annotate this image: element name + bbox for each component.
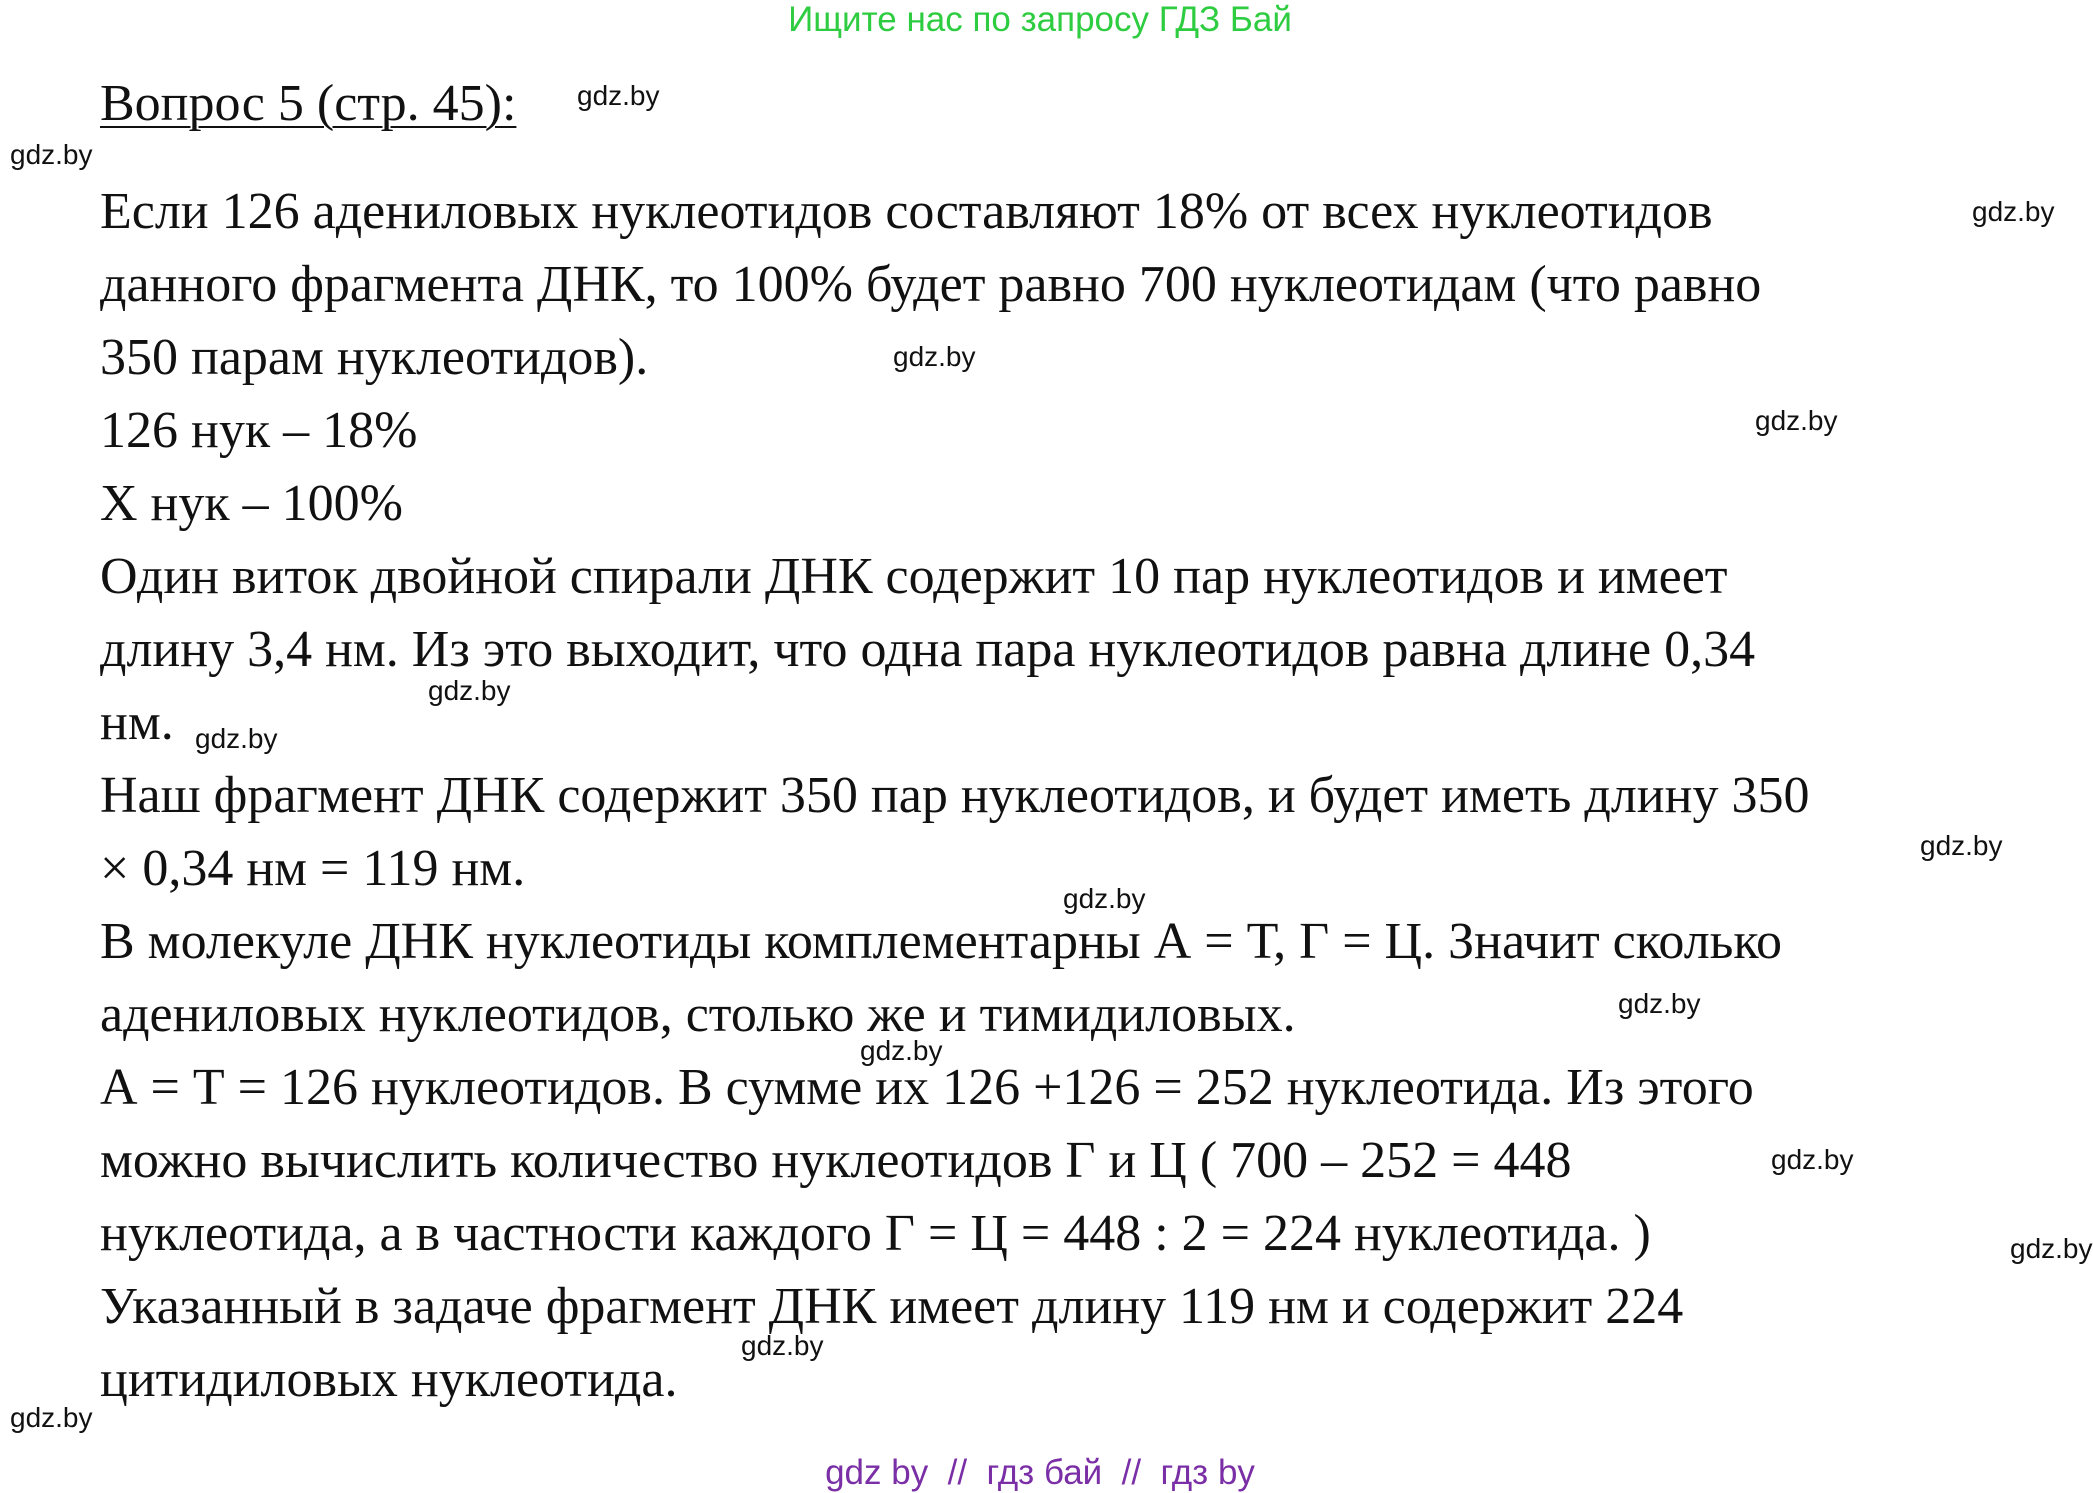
answer-line-2: данного фрагмента ДНК, то 100% будет равно 700 нуклеотидам (что равно <box>100 256 1762 313</box>
watermark: gdz.by <box>428 675 511 706</box>
answer-line-1: Если 126 адениловых нуклеотидов составляют 18% от всех нуклеотидов <box>100 183 1713 240</box>
answer-line-4: 126 нук – 18% <box>100 402 418 459</box>
answer-line-7: длину 3,4 нм. Из это выходит, что одна пара нуклеотидов равна длине 0,34 <box>100 621 1756 678</box>
watermark: gdz.by <box>1771 1144 1854 1175</box>
watermark: gdz.by <box>1063 883 1146 914</box>
watermark: gdz.by <box>741 1330 824 1361</box>
answer-line-8: нм. <box>100 694 174 751</box>
watermark: gdz.by <box>860 1035 943 1066</box>
answer-line-3: 350 парам нуклеотидов). <box>100 329 649 386</box>
watermark: gdz.by <box>1618 988 1701 1019</box>
header-banner: Ищите нас по запросу ГДЗ Бай <box>788 0 1292 39</box>
answer-line-16: Указанный в задаче фрагмент ДНК имеет длину 119 нм и содержит 224 <box>100 1278 1684 1335</box>
watermark: gdz.by <box>1920 830 2003 861</box>
watermark: gdz.by <box>195 723 278 754</box>
watermark: gdz.by <box>577 80 660 111</box>
answer-line-12: адениловых нуклеотидов, столько же и тимидиловых. <box>100 986 1296 1043</box>
answer-line-6: Один виток двойной спирали ДНК содержит 10 пар нуклеотидов и имеет <box>100 548 1728 605</box>
answer-line-9: Наш фрагмент ДНК содержит 350 пар нуклеотидов, и будет иметь длину 350 <box>100 767 1810 824</box>
answer-line-5: Х нук – 100% <box>100 475 403 532</box>
footer-banner: gdz by // гдз бай // гдз by <box>825 1453 1255 1492</box>
watermark: gdz.by <box>1755 405 1838 436</box>
question-title: Вопрос 5 (стр. 45): <box>100 75 517 132</box>
answer-line-14: можно вычислить количество нуклеотидов Г и Ц ( 700 – 252 = 448 <box>100 1132 1572 1189</box>
watermark: gdz.by <box>1972 196 2055 227</box>
answer-line-15: нуклеотида, а в частности каждого Г = Ц = 448 : 2 = 224 нуклеотида. ) <box>100 1205 1651 1262</box>
answer-line-13: А = Т = 126 нуклеотидов. В сумме их 126 +126 = 252 нуклеотида. Из этого <box>100 1059 1754 1116</box>
answer-line-11: В молекуле ДНК нуклеотиды комплементарны А = Т, Г = Ц. Значит сколько <box>100 913 1782 970</box>
watermark: gdz.by <box>893 341 976 372</box>
watermark: gdz.by <box>10 1402 93 1433</box>
watermark: gdz.by <box>2010 1233 2093 1264</box>
watermark: gdz.by <box>10 139 93 170</box>
answer-line-10: × 0,34 нм = 119 нм. <box>100 840 526 897</box>
answer-line-17: цитидиловых нуклеотида. <box>100 1351 678 1408</box>
